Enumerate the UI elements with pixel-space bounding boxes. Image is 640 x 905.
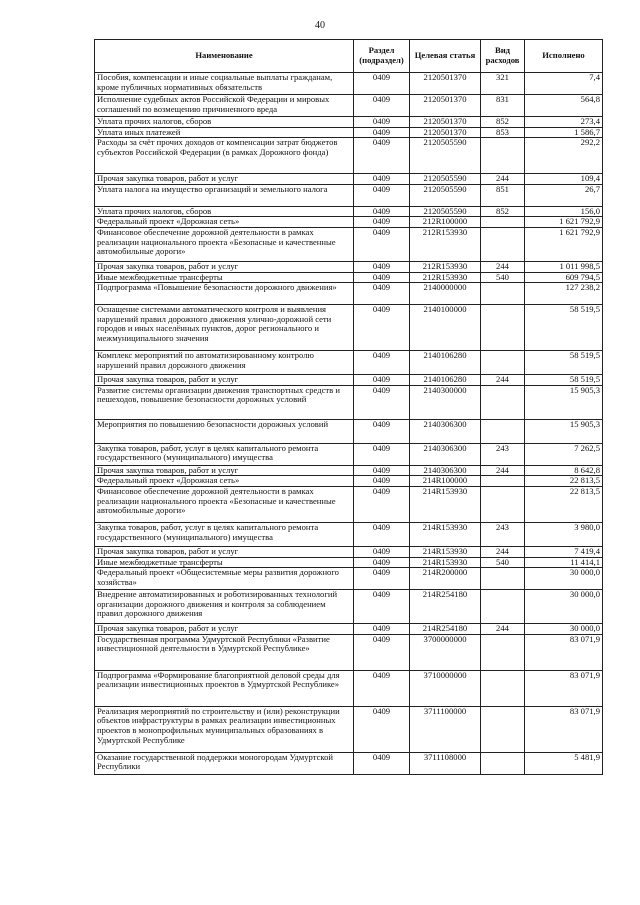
table-row [95, 138, 603, 174]
row-type-cell: 244 [481, 546, 525, 557]
table-row [95, 385, 603, 419]
row-target-cell: 3700000000 [410, 634, 481, 670]
table-row [95, 375, 603, 386]
row-section-cell: 0409 [354, 522, 410, 546]
table-body [95, 73, 603, 775]
row-target-cell: 2120505590 [410, 184, 481, 206]
row-section-cell: 0409 [354, 476, 410, 487]
row-target-cell: 2140306300 [410, 419, 481, 443]
row-name-cell: Прочая закупка товаров, работ и услуг [95, 624, 354, 635]
row-type-cell: 853 [481, 127, 525, 138]
table-row [95, 184, 603, 206]
row-name-cell: Оснащение системами автоматического контроля и выявления нарушений правил дорожного движения улично-дорожной сети городов и иных населённых пунктов, дорог регионального и межмуниципального значения [95, 305, 354, 351]
row-section-cell: 0409 [354, 283, 410, 305]
row-section-cell: 0409 [354, 670, 410, 706]
header-name: Наименование [95, 40, 354, 73]
row-type-cell [481, 227, 525, 261]
row-target-cell: 212R100000 [410, 217, 481, 228]
row-name-cell: Финансовое обеспечение дорожной деятельности в рамках реализации национального проекта «Безопасные и качественные автомобильные дороги» [95, 227, 354, 261]
row-type-cell [481, 706, 525, 752]
row-amount-cell: 109,4 [525, 174, 603, 185]
table-row [95, 752, 603, 774]
table-row [95, 443, 603, 465]
row-type-cell [481, 138, 525, 174]
table-row [95, 261, 603, 272]
row-name-cell: Развитие системы организации движения транспортных средств и пешеходов, повышение безопасности дорожных условий [95, 385, 354, 419]
row-name-cell: Реализация мероприятий по строительству и (или) реконструкции объектов инфраструктуры в рамках реализации инвестиционных проектов в монопрофильных муниципальных образованиях в Удмуртской Республике [95, 706, 354, 752]
table-row [95, 634, 603, 670]
row-section-cell: 0409 [354, 568, 410, 590]
row-section-cell: 0409 [354, 385, 410, 419]
row-name-cell: Внедрение автоматизированных и роботизированных технологий организации дорожного движения и контроля за соблюдением правил дорожного движения [95, 590, 354, 624]
row-name-cell: Прочая закупка товаров, работ и услуг [95, 465, 354, 476]
row-amount-cell: 609 794,5 [525, 272, 603, 283]
row-name-cell: Уплата прочих налогов, сборов [95, 206, 354, 217]
row-name-cell: Федеральный проект «Общесистемные меры развития дорожного хозяйства» [95, 568, 354, 590]
row-amount-cell: 58 519,5 [525, 305, 603, 351]
row-name-cell: Подпрограмма «Повышение безопасности дорожного движения» [95, 283, 354, 305]
row-target-cell: 3711108000 [410, 752, 481, 774]
row-amount-cell: 26,7 [525, 184, 603, 206]
row-type-cell: 244 [481, 465, 525, 476]
row-section-cell: 0409 [354, 443, 410, 465]
row-section-cell: 0409 [354, 174, 410, 185]
row-type-cell [481, 670, 525, 706]
row-target-cell: 212R153930 [410, 261, 481, 272]
row-section-cell: 0409 [354, 127, 410, 138]
row-type-cell [481, 486, 525, 522]
row-name-cell: Уплата иных платежей [95, 127, 354, 138]
table-row [95, 127, 603, 138]
row-type-cell: 540 [481, 272, 525, 283]
row-name-cell: Закупка товаров, работ, услуг в целях капитального ремонта государственного (муниципального) имущества [95, 522, 354, 546]
row-section-cell: 0409 [354, 419, 410, 443]
row-name-cell: Уплата налога на имущество организаций и земельного налога [95, 184, 354, 206]
table-row [95, 465, 603, 476]
row-type-cell [481, 351, 525, 375]
row-name-cell: Прочая закупка товаров, работ и услуг [95, 261, 354, 272]
row-target-cell: 2140106280 [410, 351, 481, 375]
row-target-cell: 214R100000 [410, 476, 481, 487]
row-name-cell: Закупка товаров, работ, услуг в целях капитального ремонта государственного (муниципального) имущества [95, 443, 354, 465]
row-type-cell [481, 217, 525, 228]
table-row [95, 670, 603, 706]
table-row [95, 568, 603, 590]
row-amount-cell: 22 813,5 [525, 476, 603, 487]
row-name-cell: Исполнение судебных актов Российской Федерации и мировых соглашений по возмещению причиненного вреда [95, 95, 354, 117]
row-section-cell: 0409 [354, 546, 410, 557]
row-section-cell: 0409 [354, 272, 410, 283]
table-row [95, 227, 603, 261]
row-name-cell: Федеральный проект «Дорожная сеть» [95, 217, 354, 228]
row-target-cell: 2140306300 [410, 465, 481, 476]
row-section-cell: 0409 [354, 138, 410, 174]
row-name-cell: Комплекс мероприятий по автоматизированному контролю нарушений правил дорожного движения [95, 351, 354, 375]
row-name-cell: Уплата прочих налогов, сборов [95, 117, 354, 128]
table-row [95, 272, 603, 283]
row-name-cell: Прочая закупка товаров, работ и услуг [95, 546, 354, 557]
row-target-cell: 214R153930 [410, 546, 481, 557]
row-amount-cell: 83 071,9 [525, 706, 603, 752]
table-row [95, 305, 603, 351]
table-row [95, 706, 603, 752]
row-type-cell: 852 [481, 206, 525, 217]
row-amount-cell: 5 481,9 [525, 752, 603, 774]
table-row [95, 351, 603, 375]
row-target-cell: 214R153930 [410, 522, 481, 546]
row-target-cell: 2120501370 [410, 117, 481, 128]
row-type-cell [481, 634, 525, 670]
row-amount-cell: 1 011 998,5 [525, 261, 603, 272]
row-amount-cell: 1 621 792,9 [525, 227, 603, 261]
row-name-cell: Подпрограмма «Формирование благоприятной деловой среды для реализации инвестиционных проектов в Удмуртской Республике» [95, 670, 354, 706]
row-target-cell: 2140000000 [410, 283, 481, 305]
row-type-cell [481, 283, 525, 305]
row-section-cell: 0409 [354, 351, 410, 375]
row-name-cell: Пособия, компенсации и иные социальные выплаты гражданам, кроме публичных нормативных обязательств [95, 73, 354, 95]
row-name-cell: Федеральный проект «Дорожная сеть» [95, 476, 354, 487]
table-row [95, 624, 603, 635]
row-type-cell: 321 [481, 73, 525, 95]
header-executed: Исполнено [525, 40, 603, 73]
row-amount-cell: 1 621 792,9 [525, 217, 603, 228]
row-target-cell: 212R153930 [410, 227, 481, 261]
row-name-cell: Иные межбюджетные трансферты [95, 557, 354, 568]
page-number: 40 [315, 20, 325, 31]
row-type-cell [481, 419, 525, 443]
row-amount-cell: 156,0 [525, 206, 603, 217]
row-name-cell: Мероприятия по повышению безопасности дорожных условий [95, 419, 354, 443]
row-amount-cell: 30 000,0 [525, 624, 603, 635]
row-amount-cell: 83 071,9 [525, 670, 603, 706]
table-row [95, 174, 603, 185]
table-row [95, 590, 603, 624]
row-target-cell: 214R200000 [410, 568, 481, 590]
row-name-cell: Иные межбюджетные трансферты [95, 272, 354, 283]
row-amount-cell: 7 419,4 [525, 546, 603, 557]
header-section: Раздел (подраздел) [354, 40, 410, 73]
row-target-cell: 2140100000 [410, 305, 481, 351]
table-header-row [95, 40, 603, 73]
row-section-cell: 0409 [354, 217, 410, 228]
row-amount-cell: 3 980,0 [525, 522, 603, 546]
row-amount-cell: 15 905,3 [525, 419, 603, 443]
row-target-cell: 3711100000 [410, 706, 481, 752]
row-type-cell: 244 [481, 375, 525, 386]
row-target-cell: 214R254180 [410, 590, 481, 624]
row-section-cell: 0409 [354, 557, 410, 568]
row-type-cell: 831 [481, 95, 525, 117]
row-name-cell: Финансовое обеспечение дорожной деятельности в рамках реализации национального проекта «Безопасные и качественные автомобильные дороги» [95, 486, 354, 522]
row-type-cell: 243 [481, 443, 525, 465]
table-row [95, 476, 603, 487]
header-type: Вид расходов [481, 40, 525, 73]
row-amount-cell: 564,8 [525, 95, 603, 117]
row-amount-cell: 15 905,3 [525, 385, 603, 419]
row-section-cell: 0409 [354, 634, 410, 670]
row-section-cell: 0409 [354, 624, 410, 635]
row-target-cell: 2120505590 [410, 206, 481, 217]
row-target-cell: 2140106280 [410, 375, 481, 386]
row-type-cell [481, 590, 525, 624]
row-amount-cell: 58 519,5 [525, 375, 603, 386]
row-name-cell: Прочая закупка товаров, работ и услуг [95, 174, 354, 185]
row-section-cell: 0409 [354, 486, 410, 522]
row-target-cell: 2120501370 [410, 95, 481, 117]
table-row [95, 73, 603, 95]
row-name-cell: Прочая закупка товаров, работ и услуг [95, 375, 354, 386]
row-name-cell: Оказание государственной поддержки моногородам Удмуртской Республики [95, 752, 354, 774]
row-section-cell: 0409 [354, 261, 410, 272]
table-row [95, 557, 603, 568]
row-target-cell: 212R153930 [410, 272, 481, 283]
row-type-cell [481, 476, 525, 487]
table-row [95, 522, 603, 546]
row-type-cell: 243 [481, 522, 525, 546]
row-target-cell: 214R153930 [410, 486, 481, 522]
row-amount-cell: 83 071,9 [525, 634, 603, 670]
row-section-cell: 0409 [354, 752, 410, 774]
row-type-cell: 540 [481, 557, 525, 568]
table-row [95, 217, 603, 228]
row-section-cell: 0409 [354, 227, 410, 261]
row-name-cell: Государственная программа Удмуртской Республики «Развитие инвестиционной деятельности в Удмуртской Республике» [95, 634, 354, 670]
row-section-cell: 0409 [354, 184, 410, 206]
row-amount-cell: 292,2 [525, 138, 603, 174]
row-type-cell: 244 [481, 624, 525, 635]
row-target-cell: 2140306300 [410, 443, 481, 465]
row-amount-cell: 30 000,0 [525, 568, 603, 590]
row-section-cell: 0409 [354, 706, 410, 752]
row-amount-cell: 58 519,5 [525, 351, 603, 375]
row-type-cell [481, 752, 525, 774]
row-type-cell: 852 [481, 117, 525, 128]
row-type-cell [481, 568, 525, 590]
row-target-cell: 214R254180 [410, 624, 481, 635]
row-type-cell: 244 [481, 261, 525, 272]
row-target-cell: 2120505590 [410, 174, 481, 185]
row-amount-cell: 127 238,2 [525, 283, 603, 305]
table-row [95, 206, 603, 217]
row-target-cell: 2140300000 [410, 385, 481, 419]
row-target-cell: 214R153930 [410, 557, 481, 568]
row-target-cell: 2120505590 [410, 138, 481, 174]
row-amount-cell: 7 262,5 [525, 443, 603, 465]
row-section-cell: 0409 [354, 465, 410, 476]
row-type-cell: 851 [481, 184, 525, 206]
row-amount-cell: 1 586,7 [525, 127, 603, 138]
row-amount-cell: 11 414,1 [525, 557, 603, 568]
row-name-cell: Расходы за счёт прочих доходов от компенсации затрат бюджетов субъектов Российской Федерации (в рамках Дорожного фонда) [95, 138, 354, 174]
table-row [95, 419, 603, 443]
header-target: Целевая статья [410, 40, 481, 73]
table-row [95, 95, 603, 117]
row-amount-cell: 273,4 [525, 117, 603, 128]
row-amount-cell: 7,4 [525, 73, 603, 95]
row-type-cell [481, 305, 525, 351]
row-section-cell: 0409 [354, 590, 410, 624]
budget-table [94, 39, 603, 775]
row-section-cell: 0409 [354, 206, 410, 217]
row-target-cell: 3710000000 [410, 670, 481, 706]
row-amount-cell: 22 813,5 [525, 486, 603, 522]
table-row [95, 117, 603, 128]
table-row [95, 283, 603, 305]
row-type-cell: 244 [481, 174, 525, 185]
row-section-cell: 0409 [354, 375, 410, 386]
row-section-cell: 0409 [354, 305, 410, 351]
row-section-cell: 0409 [354, 95, 410, 117]
row-target-cell: 2120501370 [410, 73, 481, 95]
row-type-cell [481, 385, 525, 419]
row-target-cell: 2120501370 [410, 127, 481, 138]
row-amount-cell: 30 000,0 [525, 590, 603, 624]
table-row [95, 546, 603, 557]
row-amount-cell: 8 642,8 [525, 465, 603, 476]
row-section-cell: 0409 [354, 117, 410, 128]
row-section-cell: 0409 [354, 73, 410, 95]
table-row [95, 486, 603, 522]
